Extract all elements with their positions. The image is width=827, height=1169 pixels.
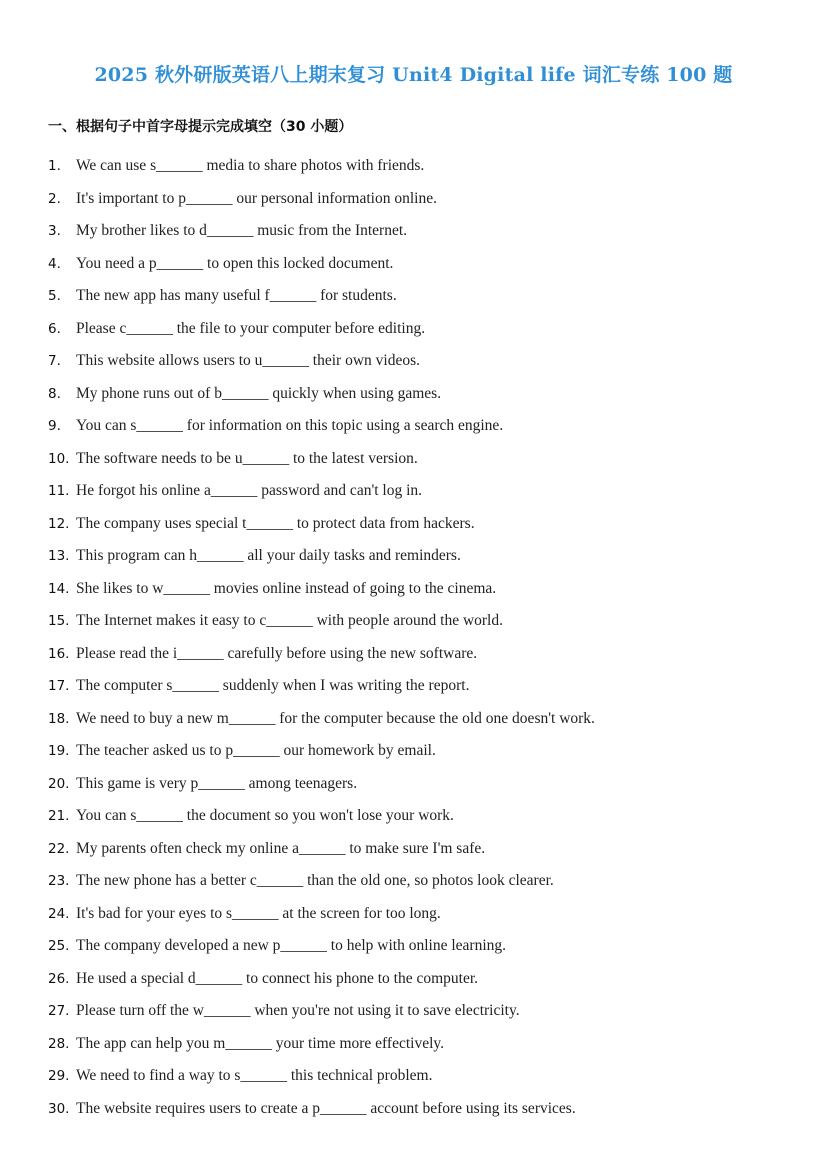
question-text: The computer s______ suddenly when I was writing the report. <box>76 677 470 694</box>
question-item <box>48 703 788 736</box>
question-item <box>48 1093 788 1126</box>
question-item <box>48 963 788 996</box>
question-text: We need to buy a new m______ for the computer because the old one doesn't work. <box>76 709 595 727</box>
question-text: The teacher asked us to p______ our homework by email. <box>76 742 436 759</box>
question-text: The app can help you m______ your time more effectively. <box>76 1034 445 1052</box>
question-item <box>48 1060 788 1093</box>
question-number: 12. <box>48 515 70 532</box>
question-item <box>48 313 788 346</box>
question-number: 9. <box>48 418 61 434</box>
question-text: He used a special d______ to connect his phone to the computer. <box>76 969 479 987</box>
question-item <box>48 410 788 443</box>
question-item <box>48 605 788 638</box>
question-number: 10. <box>48 450 70 467</box>
question-item <box>48 150 788 183</box>
question-number: 6. <box>48 320 61 337</box>
question-number: 29. <box>48 1068 70 1084</box>
question-number: 19. <box>48 743 70 759</box>
question-number: 2. <box>48 190 61 207</box>
question-text: The new phone has a better c______ than the old one, so photos look clearer. <box>76 872 554 889</box>
question-number: 7. <box>48 353 61 369</box>
question-text: The website requires users to create a p______ account before using its services. <box>76 1099 576 1117</box>
question-text: My brother likes to d______ music from the Internet. <box>76 222 408 239</box>
question-item <box>48 898 788 931</box>
question-item <box>48 768 788 801</box>
question-item <box>48 345 788 378</box>
question-item <box>48 475 788 508</box>
question-number: 5. <box>48 288 61 304</box>
question-text: You can s______ the document so you won't lose your work. <box>76 807 454 824</box>
question-number: 15. <box>48 613 70 629</box>
question-item <box>48 378 788 411</box>
question-text: You need a p______ to open this locked document. <box>76 254 394 272</box>
question-text: He forgot his online a______ password and can't log in. <box>76 482 423 499</box>
question-text: Please c______ the file to your computer before editing. <box>76 319 426 337</box>
question-item <box>48 995 788 1028</box>
question-item <box>48 248 788 281</box>
document-title: 2025 秋外研版英语八上期末复习 Unit4 Digital life 词汇专练 100 题 <box>94 64 733 86</box>
question-text: This program can h______ all your daily tasks and reminders. <box>76 547 461 564</box>
question-number: 26. <box>48 970 70 987</box>
question-text: The company developed a new p______ to help with online learning. <box>76 937 507 954</box>
question-number: 27. <box>48 1003 70 1019</box>
question-number: 21. <box>48 808 70 824</box>
question-item <box>48 1028 788 1061</box>
question-number: 11. <box>48 483 70 499</box>
question-number: 20. <box>48 775 70 792</box>
question-number: 22. <box>48 840 70 857</box>
question-text: It's important to p______ our personal information online. <box>76 189 437 207</box>
question-item <box>48 573 788 606</box>
question-text: She likes to w______ movies online instead of going to the cinema. <box>76 579 497 597</box>
section-heading: 一、根据句子中首字母提示完成填空（30 小题） <box>48 119 353 135</box>
question-item <box>48 670 788 703</box>
question-text: The software needs to be u______ to the latest version. <box>76 449 418 467</box>
question-number: 25. <box>48 938 70 954</box>
question-number: 30. <box>48 1100 70 1117</box>
question-text: The new app has many useful f______ for students. <box>76 287 397 304</box>
question-item <box>48 638 788 671</box>
question-text: This website allows users to u______ their own videos. <box>76 352 420 369</box>
question-item <box>48 540 788 573</box>
question-number: 23. <box>48 873 70 889</box>
question-item <box>48 215 788 248</box>
question-item <box>48 735 788 768</box>
question-text: My phone runs out of b______ quickly when using games. <box>76 384 442 402</box>
question-text: This game is very p______ among teenagers. <box>76 774 358 792</box>
question-number: 17. <box>48 678 70 694</box>
question-item <box>48 280 788 313</box>
question-item <box>48 443 788 476</box>
question-number: 1. <box>48 158 61 174</box>
question-number: 4. <box>48 255 61 272</box>
question-item <box>48 930 788 963</box>
question-text: The company uses special t______ to protect data from hackers. <box>76 514 475 532</box>
question-number: 14. <box>48 580 70 597</box>
question-text: We can use s______ media to share photos with friends. <box>76 157 425 174</box>
question-item <box>48 183 788 216</box>
question-item <box>48 508 788 541</box>
question-number: 28. <box>48 1035 70 1052</box>
question-item <box>48 833 788 866</box>
question-text: It's bad for your eyes to s______ at the screen for too long. <box>76 904 441 922</box>
question-number: 24. <box>48 905 70 922</box>
question-text: Please turn off the w______ when you're not using it to save electricity. <box>76 1002 520 1019</box>
question-number: 16. <box>48 645 70 662</box>
question-number: 13. <box>48 548 70 564</box>
question-list <box>48 150 788 1125</box>
question-text: My parents often check my online a______ to make sure I'm safe. <box>76 839 486 857</box>
question-number: 18. <box>48 710 70 727</box>
question-text: You can s______ for information on this topic using a search engine. <box>76 417 504 434</box>
question-text: Please read the i______ carefully before using the new software. <box>76 644 478 662</box>
question-item <box>48 800 788 833</box>
question-item <box>48 865 788 898</box>
question-text: We need to find a way to s______ this technical problem. <box>76 1067 433 1084</box>
question-number: 3. <box>48 223 61 239</box>
question-text: The Internet makes it easy to c______ with people around the world. <box>76 612 503 629</box>
question-number: 8. <box>48 385 61 402</box>
